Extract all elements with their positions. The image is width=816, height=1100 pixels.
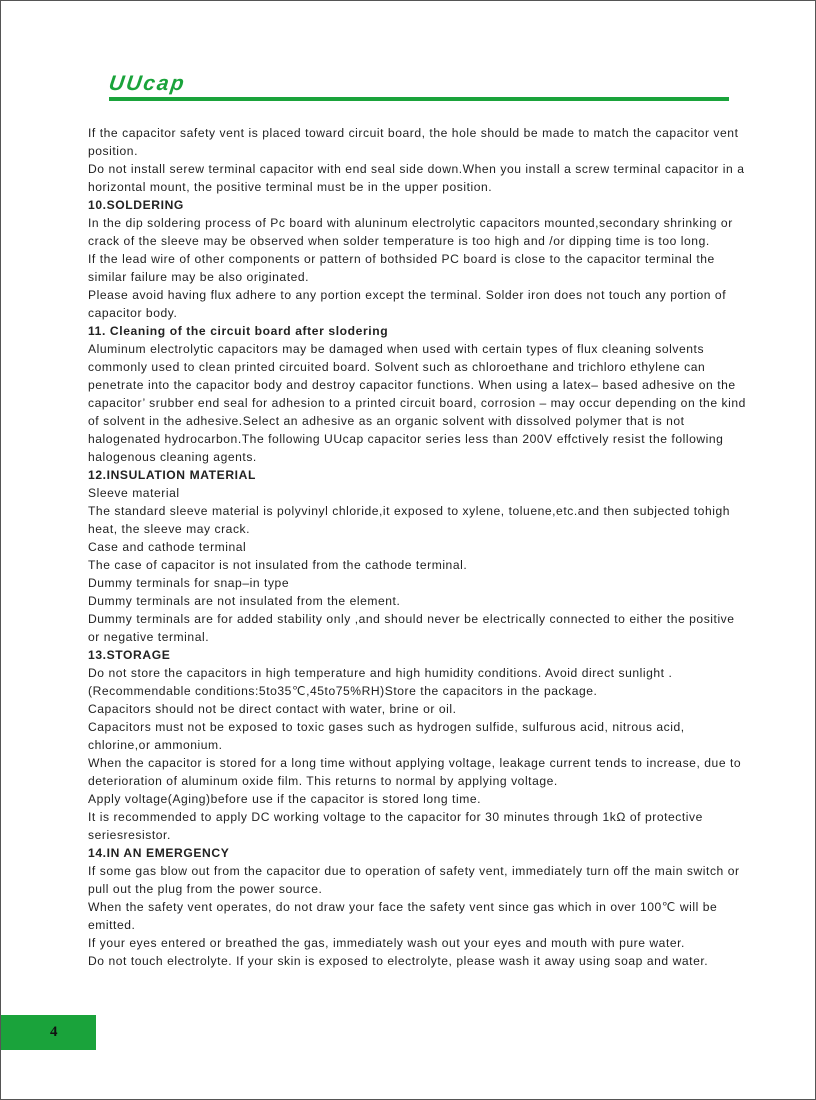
page-number: 4 [50, 1024, 58, 1040]
body-paragraph: If the lead wire of other components or pattern of bothsided PC board is close to the capacitor terminal the similar failure may be also originated. [88, 252, 715, 284]
body-paragraph: The case of capacitor is not insulated from the cathode terminal. [88, 558, 468, 572]
body-paragraph: Dummy terminals are for added stability only ,and should never be electrically connected to either the positive or negative terminal. [88, 612, 735, 644]
body-paragraph: Please avoid having flux adhere to any portion except the terminal. Solder iron does not touch any portion of capacitor body. [88, 288, 727, 320]
section-heading: 10.SOLDERING [88, 198, 184, 212]
section-heading: 11. Cleaning of the circuit board after slodering [88, 324, 389, 338]
section-heading: 13.STORAGE [88, 648, 171, 662]
body-paragraph: The standard sleeve material is polyvinyl chloride,it exposed to xylene, toluene,etc.and then subjected tohigh heat, the sleeve may crack. [88, 504, 731, 536]
section-heading: 14.IN AN EMERGENCY [88, 846, 230, 860]
body-paragraph: Dummy terminals are not insulated from the element. [88, 594, 401, 608]
body-paragraph: Apply voltage(Aging)before use if the capacitor is stored long time. [88, 792, 482, 806]
page-number-box [1, 1015, 96, 1050]
body-paragraph: Capacitors should not be direct contact with water, brine or oil. [88, 702, 457, 716]
body-paragraph: Do not install serew terminal capacitor with end seal side down.When you install a screw terminal capacitor in a horizontal mount, the positive terminal must be in the upper position. [88, 162, 745, 194]
body-paragraph: If some gas blow out from the capacitor due to operation of safety vent, immediately turn off the main switch or pull out the plug from the power source. [88, 864, 740, 896]
document-body [88, 124, 748, 970]
body-paragraph: Capacitors must not be exposed to toxic gases such as hydrogen sulfide, sulfurous acid, nitrous acid, chlorine,or ammonium. [88, 720, 685, 752]
body-paragraph: Sleeve material [88, 486, 180, 500]
section-heading: 12.INSULATION MATERIAL [88, 468, 256, 482]
body-paragraph: Aluminum electrolytic capacitors may be damaged when used with certain types of flux cleaning solvents commonly used to clean printed circuited board. Solvent such as chloroethane and trichloro ethylene can penetrate into the capacitor body and destroy capacitor functions. When using a latex– based adhesive on the capacitor’ srubber end seal for adhesion to a printed circuit board, corrosion – may occur depending on the kind of solvent in the adhesive.Select an adhesive as an organic solvent with dissolved polymer that is not halogenated hydrocarbon.The following UUcap capacitor series less than 200V effctively resist the following halogenous cleaning agents. [88, 342, 746, 464]
body-paragraph: It is recommended to apply DC working voltage to the capacitor for 30 minutes through 1kΩ of protective seriesresistor. [88, 810, 703, 842]
header-rule [109, 97, 729, 101]
body-paragraph: Do not touch electrolyte. If your skin is exposed to electrolyte, please wash it away using soap and water. [88, 954, 709, 968]
body-paragraph: If the capacitor safety vent is placed toward circuit board, the hole should be made to match the capacitor vent position. [88, 126, 739, 158]
brand-logo: UUcap [107, 72, 188, 95]
body-paragraph: Case and cathode terminal [88, 540, 247, 554]
body-paragraph: Do not store the capacitors in high temperature and high humidity conditions. Avoid direct sunlight . (Recommendable conditions:5to35℃,45to75%RH)Store the capacitors in the package. [88, 666, 673, 698]
body-paragraph: If your eyes entered or breathed the gas, immediately wash out your eyes and mouth with pure water. [88, 936, 685, 950]
body-paragraph: Dummy terminals for snap–in type [88, 576, 290, 590]
body-paragraph: When the capacitor is stored for a long time without applying voltage, leakage current tends to increase, due to deterioration of aluminum oxide film. This returns to normal by applying voltage. [88, 756, 742, 788]
body-paragraph: When the safety vent operates, do not draw your face the safety vent since gas which in over 100℃ will be emitted. [88, 900, 718, 932]
body-paragraph: In the dip soldering process of Pc board with aluninum electrolytic capacitors mounted,secondary shrinking or crack of the sleeve may be observed when solder temperature is too high and /or dipping time is too long. [88, 216, 733, 248]
